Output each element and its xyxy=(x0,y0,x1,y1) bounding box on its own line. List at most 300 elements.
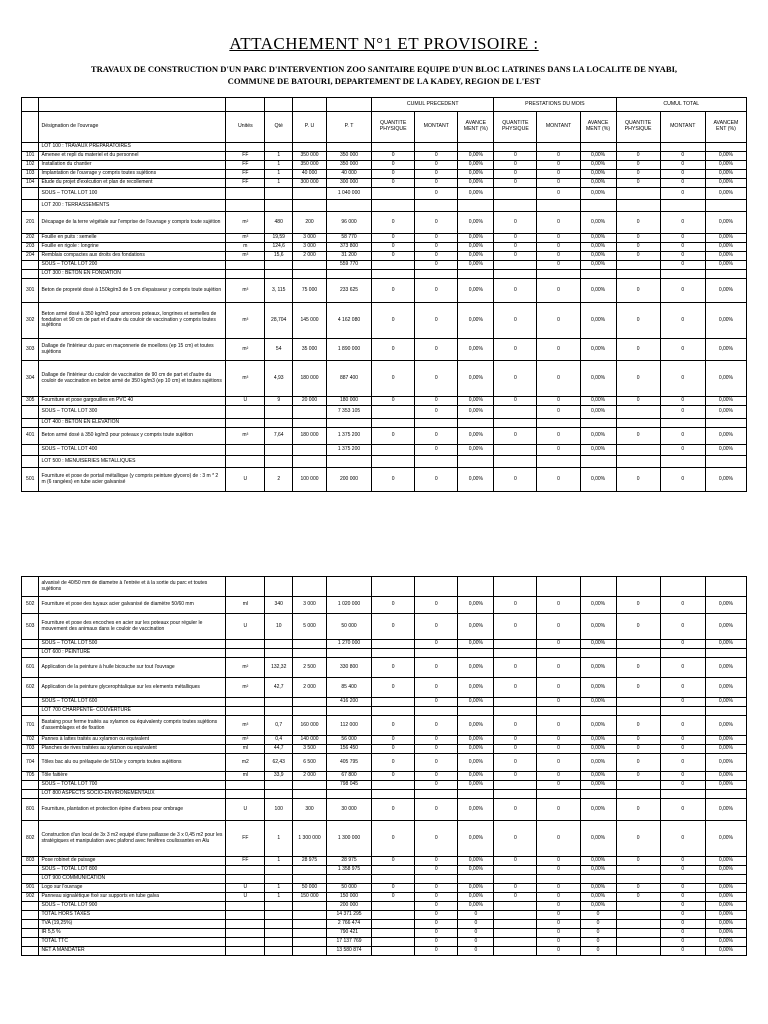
header-blank xyxy=(293,98,327,112)
quantity-cell: 124,6 xyxy=(265,243,293,252)
unit-price-cell: 180 000 xyxy=(293,361,327,397)
progress-value-cell: 0 xyxy=(415,188,458,200)
designation-cell: Amenee et repli du materiel et du personnel xyxy=(39,152,226,161)
header-avancement: AVANCE MENT (%) xyxy=(580,112,616,143)
progress-value-cell: 0,00% xyxy=(458,597,494,614)
progress-value-cell: 0,00% xyxy=(705,929,746,938)
progress-value-cell: 0 xyxy=(494,303,537,339)
empty-cell xyxy=(660,143,705,152)
progress-value-cell: 0 xyxy=(537,678,580,698)
progress-value-cell: 0 xyxy=(372,397,415,406)
progress-value-cell: 0 xyxy=(415,161,458,170)
progress-value-cell: 0 xyxy=(537,234,580,243)
progress-value-cell: 0,00% xyxy=(705,339,746,361)
empty-cell xyxy=(226,419,265,428)
progress-value-cell: 0,00% xyxy=(705,445,746,456)
item-number-cell xyxy=(22,261,39,270)
unit-cell xyxy=(226,929,265,938)
total-label-cell: NET A MANDATER xyxy=(39,947,226,956)
item-number-cell: 601 xyxy=(22,658,39,678)
item-row xyxy=(22,243,747,252)
item-number-cell xyxy=(22,419,39,428)
empty-cell xyxy=(265,875,293,884)
progress-value-cell: 0,00% xyxy=(705,161,746,170)
progress-value-cell: 0 xyxy=(616,361,660,397)
progress-value-cell: 0,00% xyxy=(458,736,494,745)
progress-value-cell: 0,00% xyxy=(705,188,746,200)
progress-value-cell: 0,00% xyxy=(705,772,746,781)
item-number-cell xyxy=(22,649,39,658)
progress-value-cell: 0,00% xyxy=(705,821,746,857)
progress-value-cell: 0,00% xyxy=(580,857,616,866)
item-number-cell: 102 xyxy=(22,161,39,170)
item-number-cell xyxy=(22,911,39,920)
progress-value-cell: 0 xyxy=(660,866,705,875)
progress-value-cell: 0 xyxy=(537,468,580,492)
progress-value-cell xyxy=(372,406,415,419)
empty-cell xyxy=(293,790,327,799)
progress-value-cell: 0,00% xyxy=(705,179,746,188)
progress-value-cell: 0 xyxy=(616,884,660,893)
item-number-cell: 204 xyxy=(22,252,39,261)
unit-price-cell: 160 000 xyxy=(293,716,327,736)
progress-value-cell: 0,00% xyxy=(705,597,746,614)
unit-cell xyxy=(226,911,265,920)
item-row xyxy=(22,716,747,736)
empty-cell xyxy=(372,790,415,799)
subtotal-label-cell: SOUS – TOTAL LOT 800 xyxy=(39,866,226,875)
unit-price-cell: 3 000 xyxy=(293,243,327,252)
total-price-cell: 40 000 xyxy=(326,170,371,179)
progress-value-cell: 0,00% xyxy=(705,397,746,406)
unit-price-cell xyxy=(293,640,327,649)
progress-value-cell: 0 xyxy=(458,911,494,920)
item-row xyxy=(22,279,747,303)
unit-cell xyxy=(226,920,265,929)
total-price-cell: 67 800 xyxy=(326,772,371,781)
progress-value-cell: 0 xyxy=(494,799,537,821)
header-qte: Qté xyxy=(265,112,293,143)
progress-value-cell: 0 xyxy=(415,428,458,445)
empty-cell xyxy=(580,143,616,152)
total-price-cell: 1 358 975 xyxy=(326,866,371,875)
header-blank xyxy=(22,112,39,143)
progress-value-cell: 0 xyxy=(494,658,537,678)
unit-cell: m² xyxy=(226,212,265,234)
unit-cell: U xyxy=(226,884,265,893)
empty-cell xyxy=(660,270,705,279)
item-number-cell xyxy=(22,938,39,947)
progress-value-cell xyxy=(494,929,537,938)
item-number-cell: 701 xyxy=(22,716,39,736)
empty-cell xyxy=(458,875,494,884)
progress-value-cell: 0 xyxy=(494,243,537,252)
subtotal-row xyxy=(22,781,747,790)
progress-value-cell: 0 xyxy=(494,179,537,188)
unit-price-cell: 100 000 xyxy=(293,468,327,492)
item-number-cell: 702 xyxy=(22,736,39,745)
header-blank xyxy=(22,98,39,112)
quantity-cell: 15,6 xyxy=(265,252,293,261)
progress-value-cell: 0 xyxy=(415,658,458,678)
empty-cell xyxy=(226,649,265,658)
progress-value-cell xyxy=(372,911,415,920)
empty-cell xyxy=(494,456,537,468)
lot-header-row xyxy=(22,875,747,884)
progress-value-cell: 0,00% xyxy=(580,188,616,200)
progress-value-cell: 0 xyxy=(372,799,415,821)
lot-header-row xyxy=(22,707,747,716)
item-number-cell xyxy=(22,947,39,956)
quantity-cell: 7,64 xyxy=(265,428,293,445)
empty-cell xyxy=(494,143,537,152)
item-number-cell: 801 xyxy=(22,799,39,821)
progress-value-cell: 0,00% xyxy=(705,303,746,339)
header-blank xyxy=(39,98,226,112)
unit-cell: m³ xyxy=(226,252,265,261)
lot-title-cell: LOT 300 : BETON EN FONDATION xyxy=(39,270,226,279)
progress-value-cell xyxy=(494,261,537,270)
progress-value-cell: 0,00% xyxy=(580,152,616,161)
progress-value-cell: 0 xyxy=(616,234,660,243)
progress-value-cell: 0,00% xyxy=(705,243,746,252)
unit-cell: U xyxy=(226,799,265,821)
progress-value-cell: 0,00% xyxy=(705,152,746,161)
empty-cell xyxy=(705,456,746,468)
total-price-cell: 14 371 295 xyxy=(326,911,371,920)
empty-cell xyxy=(226,270,265,279)
empty-cell xyxy=(616,270,660,279)
lot-header-row xyxy=(22,790,747,799)
lot-title-cell: LOT 900 COMMUNICATION xyxy=(39,875,226,884)
progress-value-cell: 0 xyxy=(660,799,705,821)
progress-value-cell: 0 xyxy=(660,212,705,234)
progress-value-cell: 0,00% xyxy=(580,161,616,170)
unit-price-cell xyxy=(293,698,327,707)
document-subtitle-line-1: TRAVAUX DE CONSTRUCTION D'UN PARC D'INTERVENTION ZOO SANITAIRE EQUIPE D'UN BLOC LATRINES DANS LA LOCALITE DE NYABI, xyxy=(90,64,678,74)
progress-value-cell: 0 xyxy=(537,397,580,406)
progress-value-cell: 0 xyxy=(660,884,705,893)
progress-value-cell: 0 xyxy=(415,799,458,821)
total-price-cell: 200 000 xyxy=(326,468,371,492)
empty-cell xyxy=(616,790,660,799)
designation-cell: Bastaing pour ferme traités au xylamon ou équivalenty compris toutes sujétions d'assemblages et de fixation xyxy=(39,716,226,736)
unit-price-cell: 2 000 xyxy=(293,252,327,261)
progress-value-cell: 0,00% xyxy=(580,736,616,745)
empty-cell xyxy=(293,200,327,212)
empty-cell xyxy=(458,790,494,799)
item-number-cell xyxy=(22,781,39,790)
item-number-cell: 802 xyxy=(22,821,39,857)
subtotal-row xyxy=(22,698,747,707)
works-attachment-table-page-1 xyxy=(21,97,747,492)
empty-cell xyxy=(537,577,580,597)
unit-price-cell: 350 000 xyxy=(293,152,327,161)
quantity-cell: 3, 115 xyxy=(265,279,293,303)
item-row xyxy=(22,152,747,161)
total-price-cell: 200 000 xyxy=(326,902,371,911)
progress-value-cell: 0 xyxy=(415,884,458,893)
empty-cell xyxy=(293,649,327,658)
progress-value-cell: 0 xyxy=(494,772,537,781)
progress-value-cell: 0 xyxy=(415,279,458,303)
empty-cell xyxy=(705,790,746,799)
item-row xyxy=(22,614,747,640)
progress-value-cell: 0 xyxy=(616,821,660,857)
designation-cell: Fourniture, plantation et protection épine d'arbres pour ombrage xyxy=(39,799,226,821)
progress-value-cell: 0,00% xyxy=(580,821,616,857)
total-price-cell: 798 045 xyxy=(326,781,371,790)
empty-cell xyxy=(226,456,265,468)
item-number-cell xyxy=(22,790,39,799)
progress-value-cell: 0,00% xyxy=(705,640,746,649)
unit-cell: U xyxy=(226,614,265,640)
empty-cell xyxy=(537,875,580,884)
empty-cell xyxy=(415,200,458,212)
unit-cell: U xyxy=(226,893,265,902)
header-quantite-physique: QUANTITE PHYSIQUE xyxy=(494,112,537,143)
quantity-cell: 1 xyxy=(265,179,293,188)
unit-cell xyxy=(226,698,265,707)
unit-price-cell: 145 000 xyxy=(293,303,327,339)
progress-value-cell: 0,00% xyxy=(580,772,616,781)
unit-price-cell: 150 000 xyxy=(293,893,327,902)
progress-value-cell xyxy=(494,406,537,419)
quantity-cell: 1 xyxy=(265,857,293,866)
lot-title-cell: LOT 700 CHARPENTE- COUVERTURE xyxy=(39,707,226,716)
empty-cell xyxy=(660,456,705,468)
total-price-cell: 405 795 xyxy=(326,754,371,772)
empty-cell xyxy=(293,577,327,597)
progress-value-cell: 0 xyxy=(372,884,415,893)
progress-value-cell xyxy=(372,929,415,938)
unit-price-cell xyxy=(293,947,327,956)
total-price-cell: 790 421 xyxy=(326,929,371,938)
total-price-cell: 150 000 xyxy=(326,893,371,902)
designation-cell: Application de la peinture glycerophtalique sur les elements métalliques xyxy=(39,678,226,698)
progress-value-cell: 0,00% xyxy=(580,170,616,179)
empty-cell xyxy=(616,707,660,716)
total-price-cell: 50 000 xyxy=(326,884,371,893)
empty-cell xyxy=(494,577,537,597)
quantity-cell: 19,59 xyxy=(265,234,293,243)
progress-value-cell: 0 xyxy=(537,428,580,445)
item-number-cell xyxy=(22,698,39,707)
quantity-cell xyxy=(265,781,293,790)
progress-value-cell: 0 xyxy=(415,893,458,902)
empty-cell xyxy=(458,707,494,716)
progress-value-cell: 0 xyxy=(660,243,705,252)
progress-value-cell: 0 xyxy=(537,212,580,234)
progress-value-cell xyxy=(616,920,660,929)
unit-cell: m² xyxy=(226,339,265,361)
progress-value-cell: 0,00% xyxy=(580,902,616,911)
quantity-cell: 44,7 xyxy=(265,745,293,754)
unit-cell: m xyxy=(226,243,265,252)
progress-value-cell xyxy=(494,781,537,790)
empty-cell xyxy=(326,419,371,428)
item-number-cell: 201 xyxy=(22,212,39,234)
empty-cell xyxy=(226,577,265,597)
progress-value-cell: 0,00% xyxy=(458,170,494,179)
item-row xyxy=(22,170,747,179)
empty-cell xyxy=(326,790,371,799)
empty-cell xyxy=(705,143,746,152)
empty-cell xyxy=(537,649,580,658)
item-row xyxy=(22,857,747,866)
header-quantite-physique: QUANTITE PHYSIQUE xyxy=(616,112,660,143)
progress-value-cell: 0 xyxy=(660,821,705,857)
progress-value-cell: 0 xyxy=(372,745,415,754)
designation-cell: Construction d'un local de 3x 3 m2 equipé d'une paillasse de 3 x 0,45 m2 pour les stratégiques et manipulation avec plafond avec fenêtres coulissantes en Alu xyxy=(39,821,226,857)
progress-value-cell: 0 xyxy=(537,445,580,456)
unit-cell: m² xyxy=(226,678,265,698)
progress-value-cell: 0,00% xyxy=(580,698,616,707)
subtotal-label-cell: SOUS – TOTAL LOT 200 xyxy=(39,261,226,270)
total-price-cell: 233 625 xyxy=(326,279,371,303)
progress-value-cell: 0,00% xyxy=(705,614,746,640)
progress-value-cell: 0 xyxy=(415,445,458,456)
unit-cell: m³ xyxy=(226,716,265,736)
total-price-cell: 7 353 105 xyxy=(326,406,371,419)
empty-cell xyxy=(372,419,415,428)
progress-value-cell: 0 xyxy=(537,902,580,911)
empty-cell xyxy=(458,200,494,212)
header-montant: MONTANT xyxy=(415,112,458,143)
progress-value-cell: 0 xyxy=(537,640,580,649)
progress-value-cell: 0,00% xyxy=(458,821,494,857)
progress-value-cell: 0 xyxy=(537,339,580,361)
unit-price-cell: 300 000 xyxy=(293,179,327,188)
progress-value-cell: 0 xyxy=(537,698,580,707)
progress-value-cell: 0 xyxy=(537,597,580,614)
header-cumul-precedent: CUMUL PRECEDENT xyxy=(372,98,494,112)
unit-cell xyxy=(226,902,265,911)
empty-cell xyxy=(537,200,580,212)
unit-price-cell: 2 000 xyxy=(293,772,327,781)
progress-value-cell: 0,00% xyxy=(580,428,616,445)
progress-value-cell: 0 xyxy=(660,234,705,243)
progress-value-cell: 0 xyxy=(616,857,660,866)
item-number-cell: 803 xyxy=(22,857,39,866)
progress-value-cell: 0 xyxy=(660,772,705,781)
progress-value-cell: 0,00% xyxy=(705,261,746,270)
empty-cell xyxy=(494,649,537,658)
progress-value-cell: 0 xyxy=(616,736,660,745)
empty-cell xyxy=(415,143,458,152)
progress-value-cell: 0 xyxy=(372,361,415,397)
progress-value-cell: 0,00% xyxy=(580,234,616,243)
quantity-cell: 0,4 xyxy=(265,736,293,745)
empty-cell xyxy=(580,875,616,884)
subtotal-row xyxy=(22,261,747,270)
progress-value-cell: 0 xyxy=(537,920,580,929)
progress-value-cell: 0 xyxy=(660,170,705,179)
quantity-cell xyxy=(265,911,293,920)
progress-value-cell: 0 xyxy=(372,161,415,170)
progress-value-cell: 0 xyxy=(660,303,705,339)
progress-value-cell: 0 xyxy=(494,678,537,698)
progress-value-cell: 0 xyxy=(616,658,660,678)
header-pt: P. T xyxy=(326,112,371,143)
quantity-cell: 28,704 xyxy=(265,303,293,339)
progress-value-cell xyxy=(372,640,415,649)
progress-value-cell: 0 xyxy=(660,468,705,492)
quantity-cell: 33,9 xyxy=(265,772,293,781)
progress-value-cell: 0 xyxy=(537,745,580,754)
progress-value-cell: 0 xyxy=(616,893,660,902)
total-label-cell: TOTAL HORS TAXES xyxy=(39,911,226,920)
item-number-cell: 305 xyxy=(22,397,39,406)
empty-cell xyxy=(458,270,494,279)
item-number-cell: 401 xyxy=(22,428,39,445)
progress-value-cell: 0 xyxy=(660,179,705,188)
header-blank xyxy=(326,98,371,112)
progress-value-cell: 0 xyxy=(537,884,580,893)
progress-value-cell: 0 xyxy=(415,947,458,956)
empty-cell xyxy=(660,707,705,716)
unit-price-cell: 2 000 xyxy=(293,678,327,698)
progress-value-cell: 0,00% xyxy=(580,303,616,339)
progress-value-cell: 0,00% xyxy=(458,781,494,790)
subtotal-row xyxy=(22,406,747,419)
lot-title-cell: LOT 600 : PEINTURE xyxy=(39,649,226,658)
progress-value-cell: 0 xyxy=(494,339,537,361)
empty-cell xyxy=(226,875,265,884)
unit-cell xyxy=(226,938,265,947)
quantity-cell xyxy=(265,902,293,911)
designation-cell: Tôle faitière xyxy=(39,772,226,781)
empty-cell xyxy=(616,143,660,152)
progress-value-cell: 0,00% xyxy=(458,243,494,252)
progress-value-cell: 0 xyxy=(494,468,537,492)
subtotal-row xyxy=(22,902,747,911)
progress-value-cell xyxy=(616,698,660,707)
total-price-cell: 31 200 xyxy=(326,252,371,261)
empty-cell xyxy=(494,270,537,279)
progress-value-cell: 0 xyxy=(415,243,458,252)
item-number-cell: 502 xyxy=(22,597,39,614)
header-montant: MONTANT xyxy=(660,112,705,143)
total-price-cell: 96 000 xyxy=(326,212,371,234)
progress-value-cell: 0,00% xyxy=(580,339,616,361)
progress-value-cell: 0 xyxy=(660,781,705,790)
progress-value-cell: 0 xyxy=(660,920,705,929)
unit-cell: FF xyxy=(226,821,265,857)
progress-value-cell: 0 xyxy=(580,911,616,920)
progress-value-cell: 0,00% xyxy=(705,468,746,492)
quantity-cell xyxy=(265,406,293,419)
progress-value-cell: 0 xyxy=(660,929,705,938)
item-number-cell xyxy=(22,640,39,649)
progress-value-cell: 0 xyxy=(415,911,458,920)
designation-cell: Beton de propreté dosé à 150kg/m3 de 5 cm d'epaisseur y compris toute sujétion xyxy=(39,279,226,303)
item-row xyxy=(22,361,747,397)
progress-value-cell: 0 xyxy=(660,640,705,649)
progress-value-cell: 0 xyxy=(537,658,580,678)
progress-value-cell xyxy=(494,947,537,956)
progress-value-cell: 0 xyxy=(616,243,660,252)
progress-value-cell: 0,00% xyxy=(705,754,746,772)
progress-value-cell: 0 xyxy=(372,893,415,902)
progress-value-cell: 0 xyxy=(660,698,705,707)
unit-price-cell: 75 000 xyxy=(293,279,327,303)
progress-value-cell: 0 xyxy=(415,303,458,339)
progress-value-cell: 0,00% xyxy=(458,152,494,161)
unit-price-cell: 28 975 xyxy=(293,857,327,866)
progress-value-cell: 0 xyxy=(372,597,415,614)
progress-value-cell: 0 xyxy=(537,614,580,640)
